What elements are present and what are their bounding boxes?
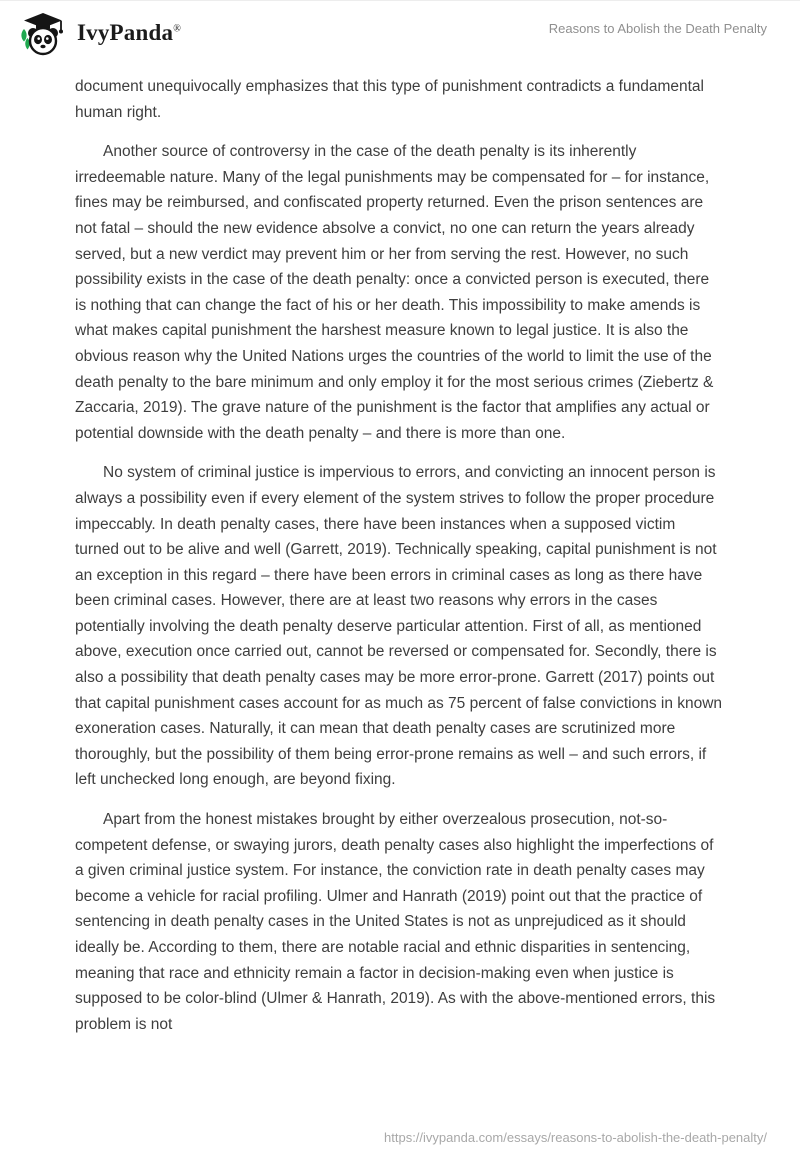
ivypanda-logo[interactable] <box>20 10 181 56</box>
essay-paragraph: document unequivocally emphasizes that this type of punishment contradicts a fundamental human right. <box>75 78 704 121</box>
page-footer <box>384 1130 767 1145</box>
essay-paragraph: Another source of controversy in the case of the death penalty is its inherently irredeemable nature. Many of the legal punishments may be compensated for – for instance, fines may be reimbursed, and confiscated property returned. Even the prison sentences are not fatal – should the new evidence absolve a convict, no one can return the years already served, but a new verdict may prevent him or her from serving the rest. However, no such possibility exists in the case of the death penalty: once a convicted person is executed, there is nothing that can change the fact of his or her death. This impossibility to make amends is what makes capital punishment the harshest measure known to legal justice. It is also the obvious reason why the United Nations urges the countries of the world to limit the use of the death penalty to the bare minimum and only employ it for the most serious crimes (Ziebertz & Zaccaria, 2019). The grave nature of the punishment is the factor that amplifies any actual or potential downside with the death penalty – and there is more than one. <box>75 143 714 442</box>
registered-mark: ® <box>173 23 181 35</box>
essay-content <box>75 74 723 1051</box>
source-url-link[interactable]: https://ivypanda.com/essays/reasons-to-abolish-the-death-penalty/ <box>384 1130 767 1145</box>
brand-name: IvyPanda® <box>77 20 181 45</box>
essay-paragraph: No system of criminal justice is impervious to errors, and convicting an innocent person is always a possibility even if every element of the system strives to follow the proper procedure impeccably. In death penalty cases, there have been instances when a supposed victim turned out to be alive and well (Garrett, 2019). Technically speaking, capital punishment is not an exception in this regard – there have been errors in criminal cases as long as there have been criminal cases. However, there are at least two reasons why errors in the cases potentially involving the death penalty deserve particular attention. First of all, as mentioned above, execution once carried out, cannot be reversed or compensated for. Secondly, there is also a possibility that death penalty cases may be more error-prone. Garrett (2017) points out that capital punishment cases account for as much as 75 percent of false convictions in known exoneration cases. Naturally, it can mean that death penalty cases are scrutinized more thoroughly, but the possibility of them being error-prone remains as well – and such errors, if left unchecked long enough, are beyond fixing. <box>75 464 723 789</box>
page-header <box>0 1 800 63</box>
document-title: Reasons to Abolish the Death Penalty <box>548 21 767 36</box>
panda-graduation-cap-icon <box>20 10 66 56</box>
essay-paragraph: Apart from the honest mistakes brought by either overzealous prosecution, not-so-competent defense, or swaying jurors, death penalty cases also highlight the imperfections of a given criminal justice system. For instance, the conviction rate in death penalty cases may become a vehicle for racial profiling. Ulmer and Hanrath (2019) point out that the practice of sentencing in death penalty cases in the United States is not as unprejudiced as it should ideally be. According to them, there are notable racial and ethnic disparities in sentencing, meaning that race and ethnicity remain a factor in decision-making even when justice is supposed to be color-blind (Ulmer & Hanrath, 2019). As with the above-mentioned errors, this problem is not <box>75 811 716 1033</box>
